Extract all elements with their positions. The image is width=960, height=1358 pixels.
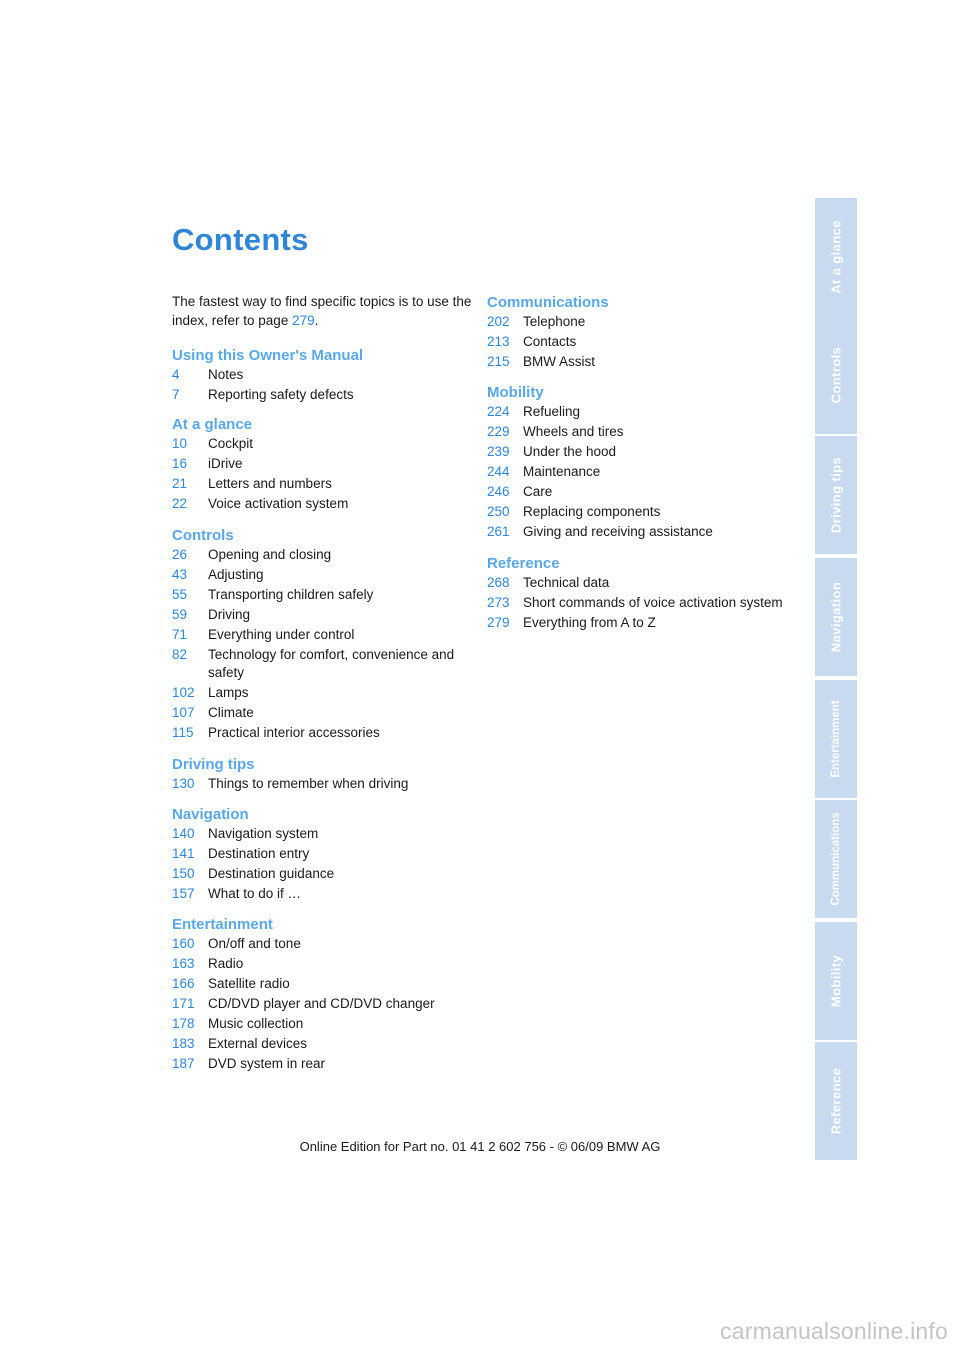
page-number[interactable]: 150 [172,866,195,881]
toc-entry[interactable] [487,423,787,441]
section-communications [487,293,787,373]
page-number[interactable]: 244 [487,464,510,479]
entry-title: What to do if … [208,886,302,901]
page-number[interactable]: 229 [487,424,510,439]
page-number[interactable]: 55 [172,587,188,602]
toc-entry[interactable] [487,403,787,421]
entry-title: Maintenance [523,464,601,479]
page-number[interactable]: 261 [487,524,510,539]
entry-title: Everything from A to Z [523,615,656,630]
tab-label: Communications [830,812,842,906]
toc-entry[interactable] [172,495,472,513]
section-driving-tips [172,755,472,795]
page-number[interactable]: 279 [487,615,510,630]
page-number[interactable]: 268 [487,575,510,590]
entry-title: External devices [208,1036,308,1051]
toc-entry[interactable] [172,386,472,404]
page-number[interactable]: 82 [172,647,188,662]
page-number[interactable]: 183 [172,1036,195,1051]
page-number[interactable]: 171 [172,996,195,1011]
page-number[interactable]: 163 [172,956,195,971]
toc-entry[interactable] [172,955,472,973]
entry-title: Voice activation system [208,496,349,511]
entry-title: On/off and tone [208,936,301,951]
entry-title: Technology for comfort, convenience and safety [208,647,455,680]
entry-title: Reporting safety defects [208,387,354,402]
tab-label: Navigation [828,581,844,653]
section-title[interactable]: Using this Owner's Manual [172,347,364,364]
page-number[interactable]: 239 [487,444,510,459]
page-number[interactable]: 273 [487,595,510,610]
page-number[interactable]: 43 [172,567,188,582]
page-number[interactable]: 59 [172,607,188,622]
intro-sentence: The fastest way to find specific topics is to use the index, refer to page [172,294,472,328]
tab-entertainment[interactable] [815,680,857,798]
toc-entry[interactable] [487,333,787,351]
section-entertainment [172,915,472,1075]
page-number[interactable]: 7 [172,387,180,402]
entry-title: Contacts [523,334,577,349]
tab-label: Reference [828,1067,844,1135]
toc-entry[interactable] [487,463,787,481]
page-number[interactable]: 213 [487,334,510,349]
page-number[interactable]: 178 [172,1016,195,1031]
entry-title: Driving [208,607,251,622]
entry-title: Destination entry [208,846,310,861]
entry-title: Care [523,484,553,499]
toc-entry[interactable] [172,975,472,993]
toc-entry[interactable] [172,845,472,863]
page-number[interactable]: 4 [172,367,180,382]
page-number[interactable]: 21 [172,476,188,491]
toc-entry[interactable] [487,483,787,501]
page-number[interactable]: 215 [487,354,510,369]
page-title: Contents [172,222,309,257]
tab-at-a-glance[interactable] [815,198,857,316]
section-title[interactable]: Entertainment [172,916,273,933]
page-number[interactable]: 160 [172,936,195,951]
section-mobility [487,383,787,543]
entry-title: Opening and closing [208,547,332,562]
section-title[interactable]: Controls [172,527,234,544]
toc-entry[interactable] [487,614,787,632]
footer-edition: Online Edition for Part no. 01 41 2 602 756 - © 06/09 BMW AG [299,1139,661,1154]
section-title[interactable]: Reference [487,555,560,572]
page-number[interactable]: 16 [172,456,188,471]
toc-entry[interactable] [172,825,472,843]
toc-entry[interactable] [172,475,472,493]
entry-title: Notes [208,367,244,382]
toc-entry[interactable] [172,724,472,742]
page-number[interactable]: 246 [487,484,510,499]
toc-entry[interactable] [172,1035,472,1053]
tab-label: Controls [828,346,844,404]
toc-entry[interactable] [172,684,472,702]
page-number[interactable]: 202 [487,314,510,329]
toc-entry[interactable] [487,443,787,461]
page-number[interactable]: 250 [487,504,510,519]
page-number[interactable]: 102 [172,685,195,700]
toc-entry[interactable] [172,566,472,584]
section-reference [487,554,787,634]
entry-title: Wheels and tires [523,424,624,439]
entry-title: Destination guidance [208,866,335,881]
tab-label: At a glance [828,220,844,294]
toc-entry[interactable] [172,586,472,604]
tab-communications[interactable] [815,800,857,918]
toc-entry[interactable] [172,995,472,1013]
entry-title: Radio [208,956,244,971]
page-number[interactable]: 166 [172,976,195,991]
toc-entry[interactable] [487,523,787,541]
section-title[interactable]: Mobility [487,384,544,401]
toc-entry[interactable] [172,546,472,564]
entry-title: Technical data [523,575,610,590]
toc-entry[interactable] [172,775,472,793]
section-controls [172,526,472,744]
toc-entry[interactable] [172,646,472,682]
page-number[interactable]: 141 [172,846,195,861]
page-number[interactable]: 224 [487,404,510,419]
toc-entry[interactable] [172,935,472,953]
page-number[interactable]: 187 [172,1056,195,1071]
section-title[interactable]: Communications [487,294,609,311]
page-number[interactable]: 22 [172,496,188,511]
toc-entry[interactable] [487,503,787,521]
toc-entry[interactable] [172,865,472,883]
toc-entry[interactable] [172,455,472,473]
entry-title: Climate [208,705,254,720]
page-number[interactable]: 140 [172,826,195,841]
index-page-link[interactable]: 279 [292,313,315,328]
tab-driving-tips[interactable] [815,436,857,554]
section-navigation [172,805,472,905]
tab-label: Entertainment [830,700,842,778]
section-title[interactable]: Navigation [172,806,249,823]
intro-text [172,292,472,330]
watermark: carmanualsonline.info [720,1318,948,1344]
toc-entry[interactable] [487,313,787,331]
entry-title: Transporting children safely [208,587,374,602]
entry-title: Cockpit [208,436,254,451]
toc-entry[interactable] [172,626,472,644]
toc-entry[interactable] [172,606,472,624]
entry-title: Music collection [208,1016,304,1031]
tab-controls[interactable] [815,316,857,434]
entry-title: iDrive [208,456,243,471]
page-number[interactable]: 107 [172,705,195,720]
entry-title: Satellite radio [208,976,290,991]
tab-mobility[interactable] [815,922,857,1040]
toc-entry[interactable] [172,1015,472,1033]
toc-entry[interactable] [172,1055,472,1073]
toc-entry[interactable] [487,594,787,612]
entry-title: Adjusting [208,567,264,582]
toc-entry[interactable] [487,353,787,371]
tab-label: Mobility [828,954,844,1008]
entry-title: Things to remember when driving [208,776,409,791]
entry-title: Under the hood [523,444,617,459]
section-title[interactable]: At a glance [172,416,253,433]
tab-navigation[interactable] [815,558,857,676]
page-number[interactable]: 157 [172,886,195,901]
entry-title: Replacing components [523,504,661,519]
intro-end: . [314,313,319,328]
toc-entry[interactable] [172,366,472,384]
toc-entry[interactable] [487,574,787,592]
entry-title: Letters and numbers [208,476,332,491]
toc-entry[interactable] [172,885,472,903]
entry-title: Practical interior accessories [208,725,380,740]
page-number[interactable]: 26 [172,547,188,562]
page-number[interactable]: 10 [172,436,188,451]
page-number[interactable]: 115 [172,725,194,740]
entry-title: Navigation system [208,826,319,841]
toc-entry[interactable] [172,704,472,722]
entry-title: Everything under control [208,627,355,642]
toc-entry[interactable] [172,435,472,453]
section-using-this-owner-s-manual [172,346,472,406]
tab-label: Driving tips [828,456,844,534]
entry-title: BMW Assist [523,354,596,369]
entry-title: Refueling [523,404,581,419]
entry-title: DVD system in rear [208,1056,326,1071]
chapter-tabs [815,198,857,1160]
entry-title: Short commands of voice activation system [523,595,783,610]
entry-title: Giving and receiving assistance [523,524,713,539]
entry-title: Telephone [523,314,586,329]
entry-title: CD/DVD player and CD/DVD changer [208,996,435,1011]
section-at-a-glance [172,415,472,515]
page-number[interactable]: 130 [172,776,195,791]
entry-title: Lamps [208,685,249,700]
section-title[interactable]: Driving tips [172,756,255,773]
page-number[interactable]: 71 [172,627,188,642]
